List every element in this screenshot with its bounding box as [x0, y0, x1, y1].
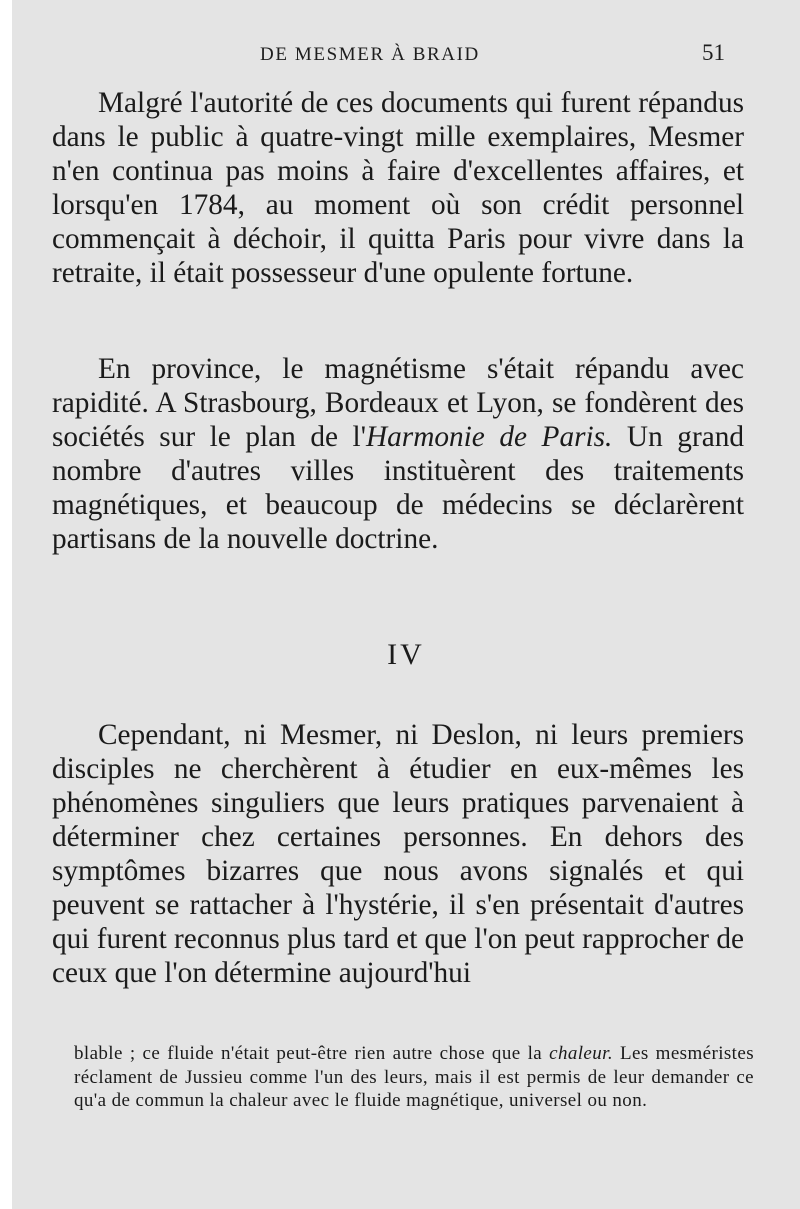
- paragraph-1-block: [52, 86, 744, 290]
- paragraph-2-block: [52, 352, 744, 556]
- book-page: [12, 0, 800, 1209]
- footnote-text-after: Les mesméristes réclament de Jussieu comme l'un des leurs, mais il est permis de leur demander ce qu'a de commun la chaleur avec le fluide magnétique, universel ou non.: [74, 1043, 754, 1111]
- paragraph-2-text-before: En province, le magnétisme s'était répandu avec rapidité. A Strasbourg, Bordeaux et Lyon, se fondèrent des sociétés sur le plan de l': [52, 353, 744, 453]
- section-heading: IV: [387, 638, 425, 671]
- paragraph-2: [52, 352, 744, 556]
- running-title: DE MESMER À BRAID: [260, 44, 480, 65]
- paragraph-2-text-after: Un grand nombre d'autres villes instituèrent des traitements magnétiques, et beaucoup de médecins se déclarèrent partisans de la nouvelle doctrine.: [52, 421, 744, 555]
- footnote-italic: chaleur.: [549, 1043, 613, 1064]
- footnote: [74, 1042, 754, 1113]
- paragraph-3-block: [52, 718, 744, 990]
- paragraph-1: Malgré l'autorité de ces documents qui furent répandus dans le public à quatre-vingt mille exemplaires, Mesmer n'en continua pas moins à faire d'excellentes affaires, et lorsqu'en 1784, au moment où son crédit personnel commençait à déchoir, il quitta Paris pour vivre dans la retraite, il était possesseur d'une opulente fortune.: [52, 87, 744, 289]
- page-number: 51: [702, 40, 725, 65]
- footnote-text-before: blable ; ce fluide n'était peut-être rien autre chose que la: [74, 1043, 550, 1064]
- paragraph-2-italic-title: Harmonie de Paris.: [365, 421, 613, 453]
- paragraph-3: Cependant, ni Mesmer, ni Deslon, ni leurs premiers disciples ne cherchèrent à étudier en eux-mêmes les phénomènes singuliers que leurs pratiques parvenaient à déterminer chez certaines personnes. En dehors des symptômes bizarres que nous avons signalés et qui peuvent se rattacher à l'hystérie, il s'en présentait d'autres qui furent reconnus plus tard et que l'on peut rapprocher de ceux que l'on détermine aujourd'hui: [52, 719, 744, 989]
